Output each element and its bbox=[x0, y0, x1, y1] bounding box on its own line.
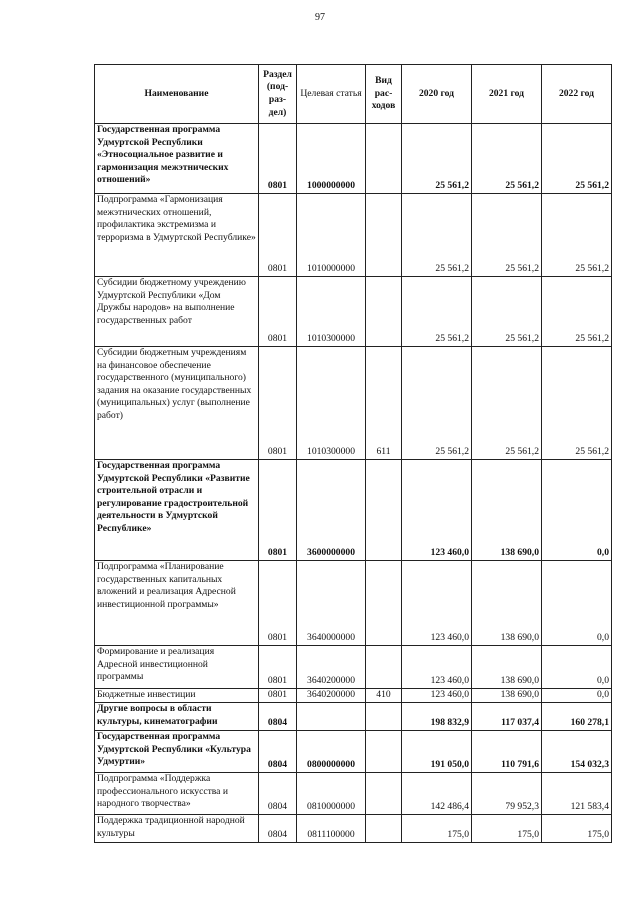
table-row bbox=[95, 277, 612, 347]
cell-name: Подпрограмма «Поддержка профессионального искусства и народного творчества» bbox=[95, 773, 259, 815]
cell-2021: 25 561,2 bbox=[472, 347, 542, 460]
table-row bbox=[95, 815, 612, 843]
cell-2020: 123 460,0 bbox=[402, 689, 472, 703]
cell-vid bbox=[366, 773, 402, 815]
cell-vid bbox=[366, 646, 402, 689]
cell-vid bbox=[366, 815, 402, 843]
cell-razdel: 0801 bbox=[259, 561, 297, 646]
cell-2022: 25 561,2 bbox=[542, 277, 612, 347]
cell-2020: 142 486,4 bbox=[402, 773, 472, 815]
header-statya: Целевая статья bbox=[297, 65, 366, 124]
cell-statya: 3640000000 bbox=[297, 561, 366, 646]
cell-2020: 198 832,9 bbox=[402, 703, 472, 731]
cell-2022: 154 032,3 bbox=[542, 731, 612, 773]
cell-2022: 25 561,2 bbox=[542, 124, 612, 194]
header-2022: 2022 год bbox=[542, 65, 612, 124]
cell-name: Субсидии бюджетному учреждению Удмуртской Республики «Дом Дружбы народов» на выполнение государственных работ bbox=[95, 277, 259, 347]
cell-2022: 0,0 bbox=[542, 561, 612, 646]
cell-2022: 0,0 bbox=[542, 646, 612, 689]
table-header-row bbox=[95, 65, 612, 124]
cell-razdel: 0801 bbox=[259, 124, 297, 194]
cell-vid bbox=[366, 194, 402, 277]
cell-2022: 121 583,4 bbox=[542, 773, 612, 815]
cell-statya: 1010300000 bbox=[297, 277, 366, 347]
cell-razdel: 0804 bbox=[259, 773, 297, 815]
cell-2021: 138 690,0 bbox=[472, 646, 542, 689]
cell-name: Государственная программа Удмуртской Республики «Этносоциальное развитие и гармонизация межэтнических отношений» bbox=[95, 124, 259, 194]
cell-2020: 123 460,0 bbox=[402, 561, 472, 646]
cell-2022: 160 278,1 bbox=[542, 703, 612, 731]
cell-2021: 79 952,3 bbox=[472, 773, 542, 815]
cell-statya: 0800000000 bbox=[297, 731, 366, 773]
table-row bbox=[95, 689, 612, 703]
cell-statya: 0811100000 bbox=[297, 815, 366, 843]
cell-razdel: 0801 bbox=[259, 277, 297, 347]
cell-razdel: 0801 bbox=[259, 460, 297, 561]
cell-vid bbox=[366, 561, 402, 646]
cell-2021: 110 791,6 bbox=[472, 731, 542, 773]
table-row bbox=[95, 124, 612, 194]
cell-statya: 1010000000 bbox=[297, 194, 366, 277]
table-row bbox=[95, 646, 612, 689]
cell-name: Подпрограмма «Планирование государственных капитальных вложений и реализация Адресной инвестиционной программы» bbox=[95, 561, 259, 646]
cell-name: Бюджетные инвестиции bbox=[95, 689, 259, 703]
cell-name: Поддержка традиционной народной культуры bbox=[95, 815, 259, 843]
cell-2021: 138 690,0 bbox=[472, 460, 542, 561]
cell-vid bbox=[366, 124, 402, 194]
header-razdel: Раздел (под-раз-дел) bbox=[259, 65, 297, 124]
table-row bbox=[95, 460, 612, 561]
cell-name: Подпрограмма «Гармонизация межэтнических отношений, профилактика экстремизма и терроризма в Удмуртской Республике» bbox=[95, 194, 259, 277]
cell-2021: 138 690,0 bbox=[472, 561, 542, 646]
cell-2022: 25 561,2 bbox=[542, 194, 612, 277]
table-row bbox=[95, 703, 612, 731]
cell-vid bbox=[366, 731, 402, 773]
cell-statya bbox=[297, 703, 366, 731]
header-name: Наименование bbox=[95, 65, 259, 124]
cell-2021: 25 561,2 bbox=[472, 194, 542, 277]
cell-statya: 3640200000 bbox=[297, 689, 366, 703]
cell-statya: 3600000000 bbox=[297, 460, 366, 561]
cell-2021: 175,0 bbox=[472, 815, 542, 843]
cell-2022: 25 561,2 bbox=[542, 347, 612, 460]
header-vid: Вид рас-ходов bbox=[366, 65, 402, 124]
cell-statya: 3640200000 bbox=[297, 646, 366, 689]
table-row bbox=[95, 194, 612, 277]
table-row bbox=[95, 773, 612, 815]
cell-2020: 25 561,2 bbox=[402, 347, 472, 460]
cell-vid bbox=[366, 703, 402, 731]
cell-2020: 123 460,0 bbox=[402, 460, 472, 561]
table-row bbox=[95, 347, 612, 460]
cell-name: Субсидии бюджетным учреждениям на финансовое обеспечение государственного (муниципального) задания на оказание государственных (муниципальных) услуг (выполнение работ) bbox=[95, 347, 259, 460]
cell-razdel: 0804 bbox=[259, 731, 297, 773]
cell-name: Другие вопросы в области культуры, кинематографии bbox=[95, 703, 259, 731]
page-number: 97 bbox=[315, 12, 325, 23]
cell-2022: 175,0 bbox=[542, 815, 612, 843]
cell-statya: 0810000000 bbox=[297, 773, 366, 815]
cell-razdel: 0804 bbox=[259, 703, 297, 731]
cell-razdel: 0801 bbox=[259, 646, 297, 689]
cell-2020: 25 561,2 bbox=[402, 194, 472, 277]
cell-2021: 117 037,4 bbox=[472, 703, 542, 731]
table-row bbox=[95, 561, 612, 646]
table-row bbox=[95, 731, 612, 773]
cell-razdel: 0804 bbox=[259, 815, 297, 843]
cell-razdel: 0801 bbox=[259, 689, 297, 703]
table-body bbox=[95, 124, 612, 843]
cell-vid: 410 bbox=[366, 689, 402, 703]
cell-statya: 1010300000 bbox=[297, 347, 366, 460]
cell-2020: 175,0 bbox=[402, 815, 472, 843]
cell-2020: 191 050,0 bbox=[402, 731, 472, 773]
cell-2021: 138 690,0 bbox=[472, 689, 542, 703]
cell-2020: 25 561,2 bbox=[402, 124, 472, 194]
cell-name: Формирование и реализация Адресной инвестиционной программы bbox=[95, 646, 259, 689]
cell-2021: 25 561,2 bbox=[472, 124, 542, 194]
cell-2020: 123 460,0 bbox=[402, 646, 472, 689]
cell-name: Государственная программа Удмуртской Республики «Культура Удмуртии» bbox=[95, 731, 259, 773]
cell-name: Государственная программа Удмуртской Республики «Развитие строительной отрасли и регулирование градостроительной деятельности в Удмуртской Республике» bbox=[95, 460, 259, 561]
cell-2022: 0,0 bbox=[542, 460, 612, 561]
cell-razdel: 0801 bbox=[259, 347, 297, 460]
cell-vid bbox=[366, 277, 402, 347]
cell-vid bbox=[366, 460, 402, 561]
cell-2022: 0,0 bbox=[542, 689, 612, 703]
header-2021: 2021 год bbox=[472, 65, 542, 124]
cell-2021: 25 561,2 bbox=[472, 277, 542, 347]
budget-table bbox=[94, 64, 612, 843]
cell-2020: 25 561,2 bbox=[402, 277, 472, 347]
cell-razdel: 0801 bbox=[259, 194, 297, 277]
header-2020: 2020 год bbox=[402, 65, 472, 124]
cell-vid: 611 bbox=[366, 347, 402, 460]
cell-statya: 1000000000 bbox=[297, 124, 366, 194]
